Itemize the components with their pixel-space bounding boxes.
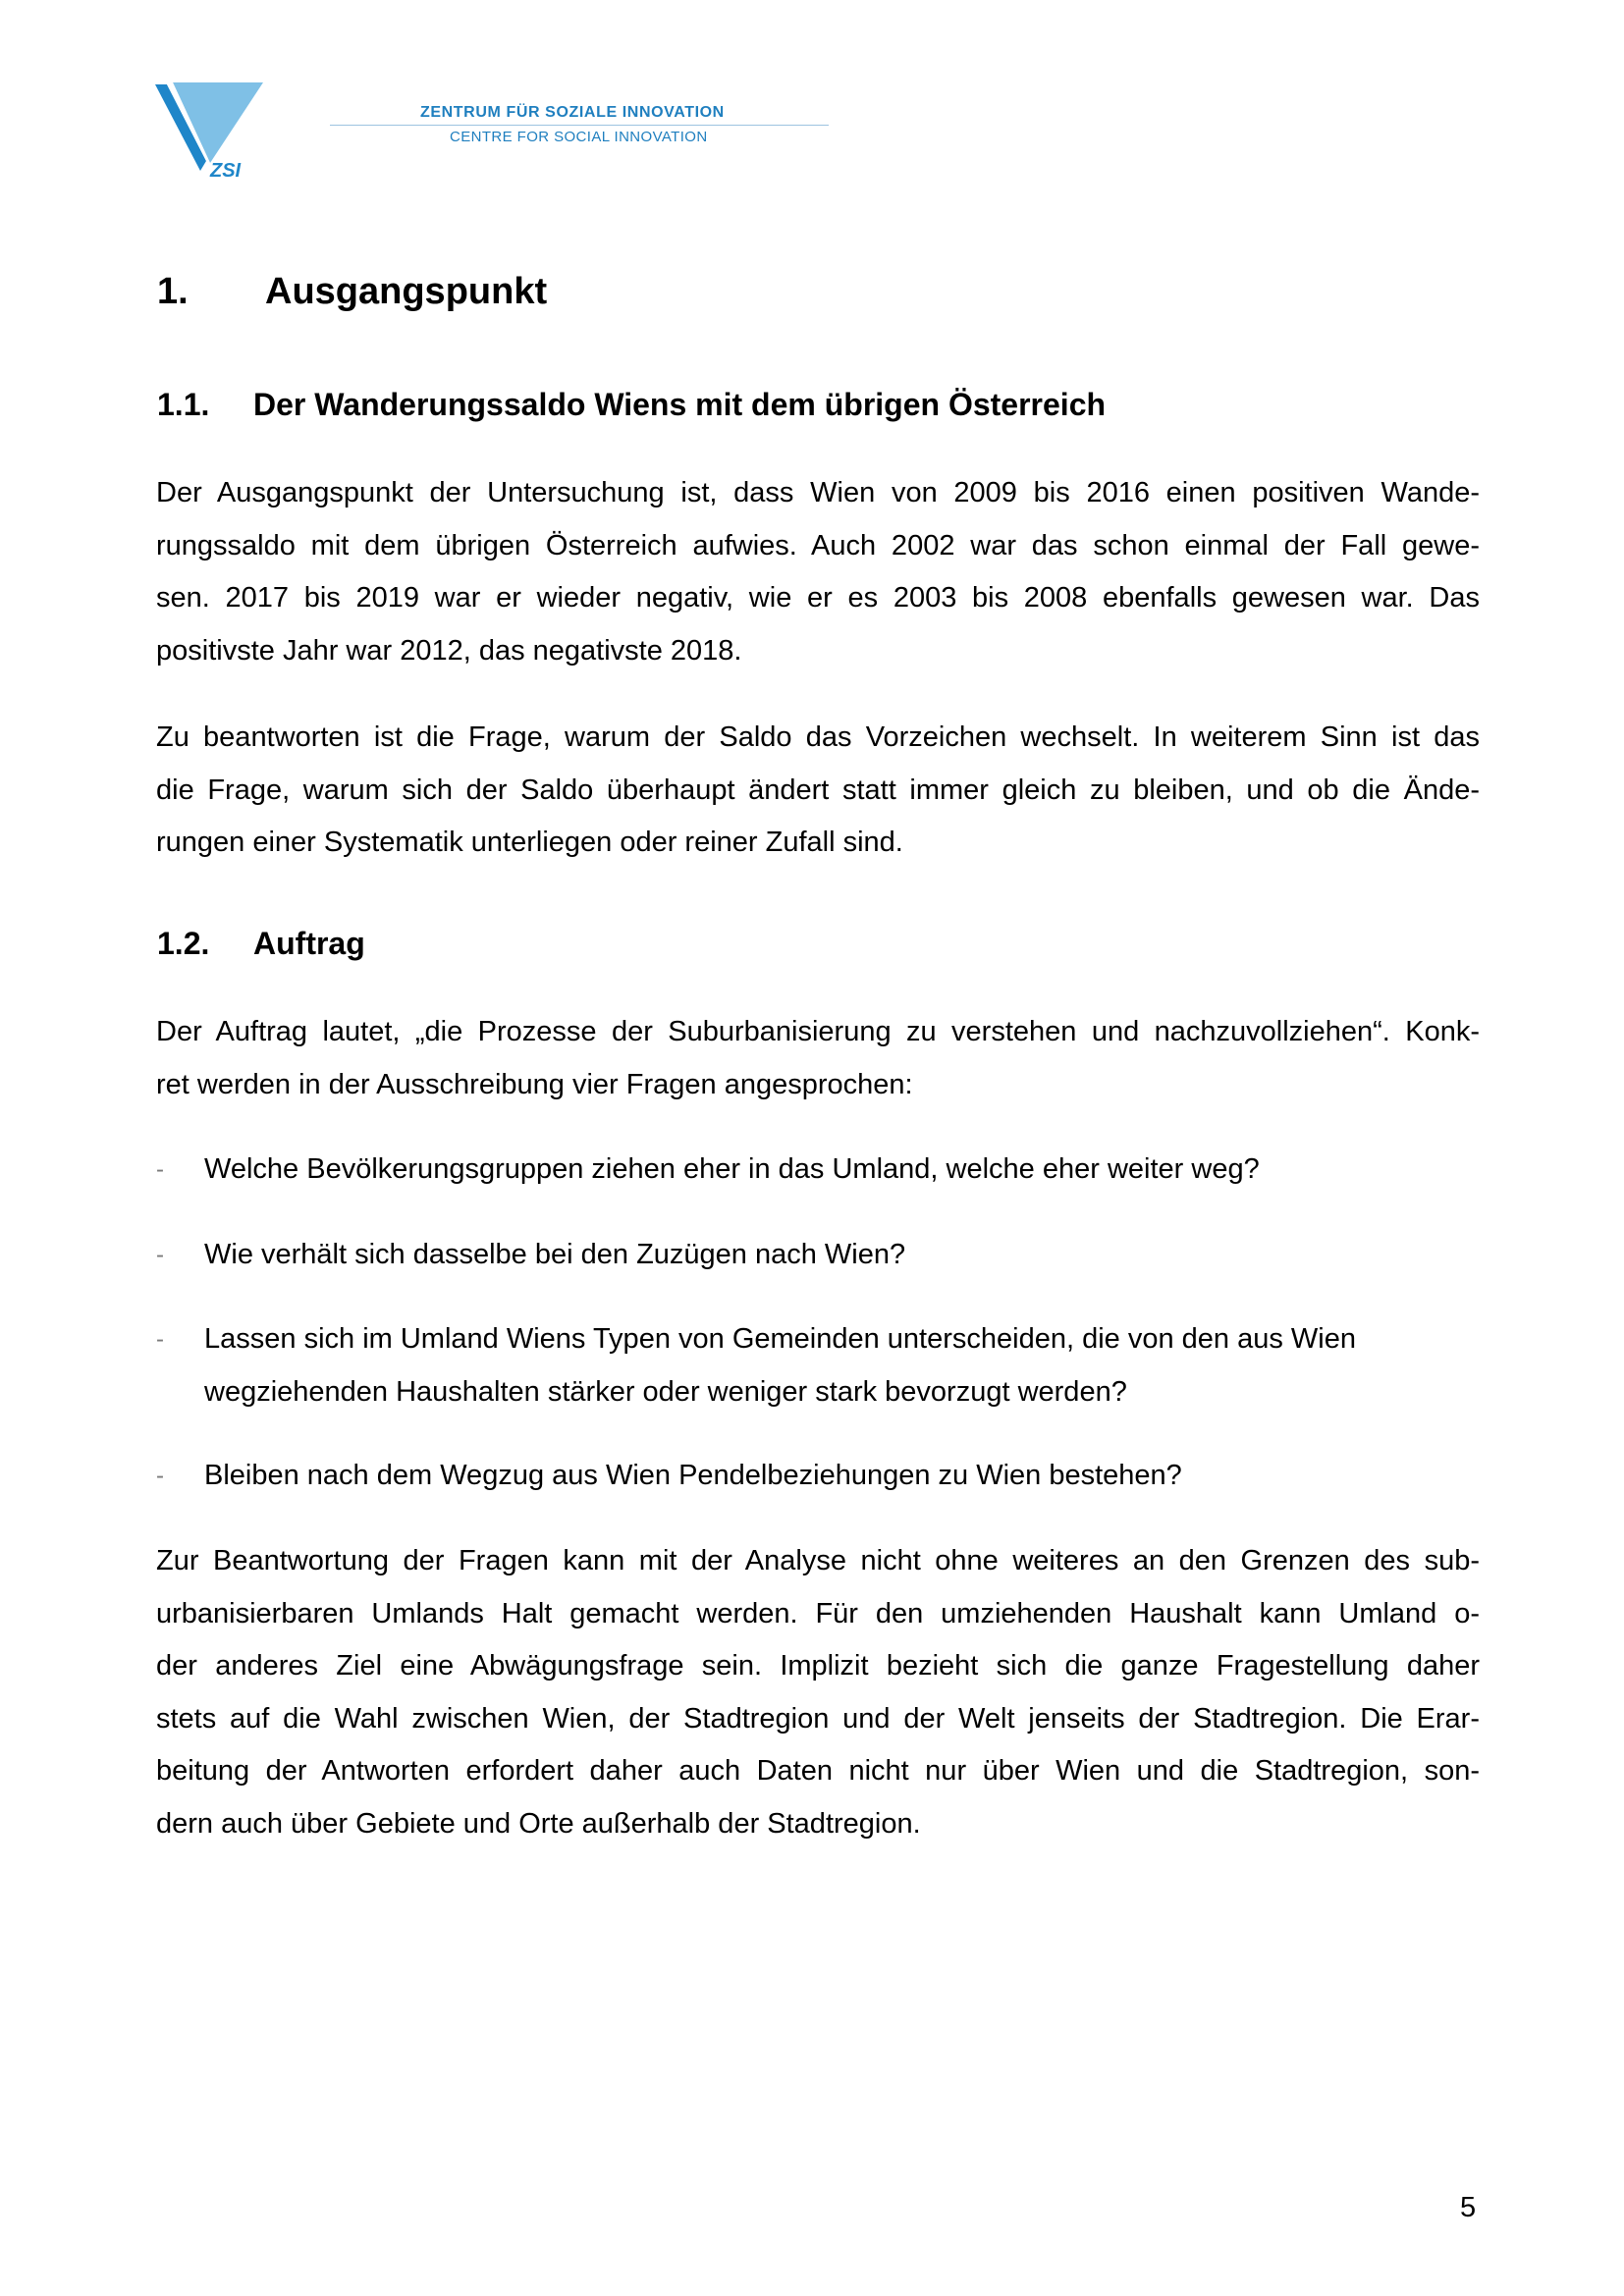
paragraph-1: [156, 467, 1480, 677]
org-name-de: ZENTRUM FÜR SOZIALE INNOVATION: [420, 104, 725, 121]
paragraph-line: Zu beantworten ist die Frage, warum der Saldo das Vorzeichen wechselt. In weiterem Sinn ist das: [156, 721, 1480, 753]
paragraph-line: positivste Jahr war 2012, das negativste 2018.: [156, 634, 742, 667]
paragraph-line: rungssaldo mit dem übrigen Österreich aufwies. Auch 2002 war das schon einmal der Fall gewe-: [156, 529, 1480, 561]
paragraph-line: der anderes Ziel eine Abwägungsfrage sein. Implizit bezieht sich die ganze Fragestellung daher: [156, 1650, 1480, 1682]
paragraph-closing: [156, 1535, 1480, 1850]
paragraph-intro: [156, 1006, 1480, 1111]
paragraph-line: rungen einer Systematik unterliegen oder reiner Zufall sind.: [156, 827, 903, 858]
section-1-1-number: 1.1.: [157, 387, 210, 422]
paragraph-line: urbanisierbaren Umlands Halt gemacht werden. Für den umziehenden Haushalt kann Umland o-: [156, 1597, 1480, 1629]
paragraph-line: beitung der Antworten erfordert daher auch Daten nicht nur über Wien und die Stadtregion, son-: [156, 1755, 1480, 1787]
section-1-1-heading: [157, 387, 1106, 423]
org-name-en: CENTRE FOR SOCIAL INNOVATION: [450, 129, 708, 145]
section-1-title: Ausgangspunkt: [265, 271, 548, 312]
list-item-text: Wie verhält sich dasselbe bei den Zuzügen nach Wien?: [204, 1239, 906, 1270]
bullet-marker: -: [156, 1463, 164, 1489]
paragraph-line: Zur Beantwortung der Fragen kann mit der Analyse nicht ohne weiteres an den Grenzen des sub-: [156, 1545, 1480, 1576]
bullet-marker: -: [156, 1326, 164, 1353]
header-rule: [330, 125, 829, 126]
page-number: 5: [1460, 2192, 1477, 2223]
paragraph-line: Der Auftrag lautet, „die Prozesse der Suburbanisierung zu verstehen und nachzuvollziehen“. Konk-: [156, 1016, 1480, 1047]
section-1-1-title: Der Wanderungssaldo Wiens mit dem übrigen Österreich: [253, 387, 1107, 422]
section-1-2-title: Auftrag: [253, 926, 365, 961]
list-item-text: Lassen sich im Umland Wiens Typen von Gemeinden unterscheiden, die von den aus Wien: [204, 1323, 1356, 1355]
list-item-text: Welche Bevölkerungsgruppen ziehen eher in das Umland, welche eher weiter weg?: [204, 1153, 1260, 1185]
section-1-number: 1.: [157, 271, 189, 312]
list-item-text: Bleiben nach dem Wegzug aus Wien Pendelbeziehungen zu Wien bestehen?: [204, 1460, 1182, 1491]
paragraph-line: Der Ausgangspunkt der Untersuchung ist, dass Wien von 2009 bis 2016 einen positiven Wande-: [156, 477, 1480, 508]
section-1-2-number: 1.2.: [157, 926, 210, 961]
section-1-2-heading: [157, 926, 365, 962]
list-item-text: wegziehenden Haushalten stärker oder weniger stark bevorzugt werden?: [204, 1375, 1127, 1408]
paragraph-line: die Frage, warum sich der Saldo überhaupt ändert statt immer gleich zu bleiben, und ob die Ände-: [156, 774, 1480, 806]
paragraph-line: ret werden in der Ausschreibung vier Fragen angesprochen:: [156, 1068, 913, 1100]
paragraph-line: stets auf die Wahl zwischen Wien, der Stadtregion und der Welt jenseits der Stadtregion. Die Erar-: [156, 1702, 1480, 1735]
paragraph-line: sen. 2017 bis 2019 war er wieder negativ, wie er es 2003 bis 2008 ebenfalls gewesen war. Das: [156, 582, 1480, 614]
logo-text: ZSI: [210, 160, 242, 181]
paragraph-2: [156, 712, 1480, 870]
bullet-marker: -: [156, 1156, 164, 1183]
section-1-heading: [157, 271, 547, 313]
paragraph-line: dern auch über Gebiete und Orte außerhalb der Stadtregion.: [156, 1807, 921, 1840]
bullet-marker: -: [156, 1242, 164, 1268]
zsi-logo: [153, 79, 269, 181]
